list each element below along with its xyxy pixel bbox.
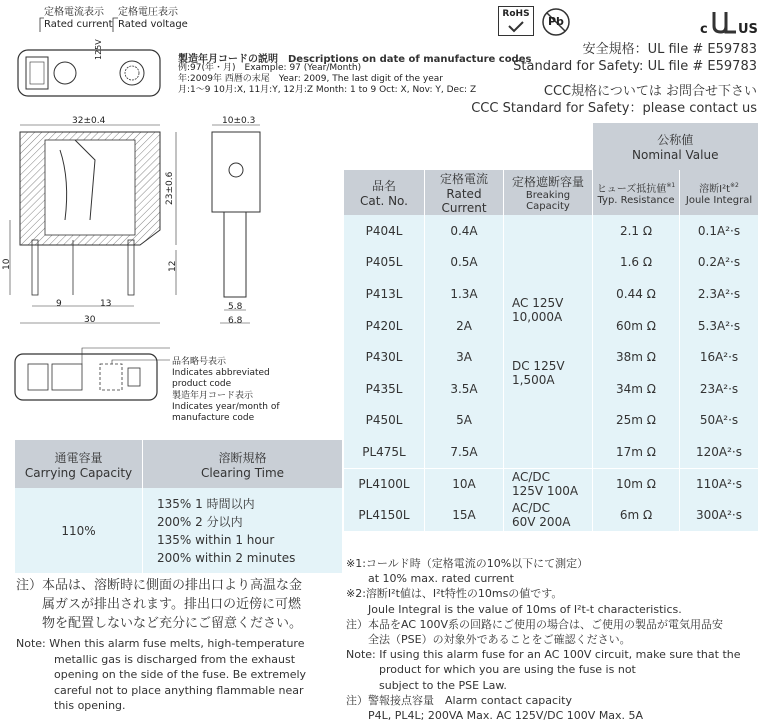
table-row: PL475L 7.5A 17m Ω 120A²·s (344, 436, 758, 468)
ul-mark-logo (700, 8, 758, 40)
rated-voltage-label-en: Rated voltage (118, 19, 188, 30)
pb-text: Pb (548, 15, 564, 28)
dim-6-8: 6.8 (228, 316, 243, 326)
ul-mark-us: US (738, 22, 758, 37)
fuse-bottom-view-drawing (0, 340, 175, 405)
product-code-label-6: manufacture code (172, 413, 255, 423)
table-row: P413L 1.3A AC 125V 10,000A 0.44 Ω 2.3A²·s (344, 278, 758, 310)
product-code-label-5: Indicates year/month of (172, 402, 280, 412)
rated-current-label-jp: 定格電流表示 (44, 7, 104, 18)
table-row: P430L 3A DC 125V 1,500A 38m Ω 16A²·s (344, 341, 758, 373)
table-row: P435L 3.5A 34m Ω 23A²·s (344, 373, 758, 405)
dim-13: 13 (100, 299, 112, 309)
col-rated-current: 定格電流 Rated Current (425, 170, 504, 215)
manufacture-title: 製造年月コードの説明 Descriptions on date of manufacture codes (178, 54, 532, 65)
product-code-label-3: product code (172, 379, 232, 389)
right-notes: ※1:コールド時（定格電流の10%以下にて測定） at 10% max. rated current ※2:溶断I²t値は、I²t特性の10msの値です。 Joule Integral is the value of 10ms of I²t-t characteristics. 注）本品をAC 100V系の回路にご使用の場合は、ご使用の製品が電気用品安 全法（PSE）の対象外であることをご確認ください。 Note: If using this alarm fuse for an AC 100V circuit, make sure that the product for which you are using the fuse is not subject to the PSE Law. 注）警報接点容量 Alarm contact capacity P4L, PL4L; 200VA Max. AC 125V/DC 100V Max. 5A (346, 557, 741, 723)
table-row: P450L 5A 25m Ω 50A²·s (344, 405, 758, 437)
ul-safety-jp: 安全規格：UL file # E59783 (582, 42, 757, 57)
table-row: P404L 0.4A 2.1 Ω 0.1A²·s (344, 215, 758, 247)
col-breaking-capacity: 定格遮断容量 Breaking Capacity (504, 170, 593, 215)
breaking-acdc-100: AC/DC 125V 100A (504, 468, 593, 500)
rohs-text: RoHS (502, 9, 530, 19)
clearing-time-values: 135% 1 時間以内 200% 2 分以内 135% within 1 hour 200% within 2 minutes (143, 488, 343, 573)
col-cat-no: 品名 Cat. No. (344, 170, 425, 215)
ccc-safety-jp: CCC規格については お問合せ下さい (543, 84, 757, 99)
carrying-capacity-table (15, 440, 342, 573)
ccc-safety-en: CCC Standard for Safety：please contact us (471, 101, 757, 116)
dim-5-8: 5.8 (228, 302, 243, 312)
left-note-en: Note: When this alarm fuse melts, high-temperature metallic gas is discharged from the exhaust opening on the side of the fuse. Be extremely careful not to place anything flammable near this opening. (16, 637, 307, 712)
dim-height-12: 12 (168, 260, 178, 272)
col-typ-resistance: ヒューズ抵抗値$^{※1}$ Typ. Resistance (593, 170, 680, 215)
product-code-label-1: 品名略号表示 (172, 357, 227, 367)
dim-9: 9 (56, 299, 62, 309)
table-row: PL4150L 15A AC/DC 60V 200A 6m Ω 300A²·s (344, 500, 758, 531)
product-code-label-2: Indicates abbreviated (172, 368, 270, 378)
rated-current-label-en: Rated current (44, 19, 113, 30)
fuse-section-drawing (0, 110, 290, 335)
ul-mark-c: c (700, 22, 708, 37)
pb-free-logo (540, 6, 572, 38)
breaking-dc: DC 125V 1,500A (504, 341, 593, 404)
left-note-jp: 注）本品は、溶断時に側面の排出口より高温な金 属ガスが排出されます。排出口の近傍に可燃 物を配置しないなど充分にご留意ください。 (16, 578, 303, 631)
fuse-voltage-mark: 125V (94, 39, 103, 60)
ul-safety-en: Standard for Safety: UL file # E59783 (513, 59, 757, 74)
dim-height-10: 10 (2, 258, 12, 270)
dim-height-23: 23±0.6 (165, 171, 175, 205)
manufacture-line-1: 例:97(年・月) Example: 97 (Year/Month) (178, 63, 362, 73)
table-row: P405L 0.5A 1.6 Ω 0.2A²·s (344, 247, 758, 279)
rohs-logo (498, 6, 534, 36)
table-row: PL4100L 10A AC/DC 125V 100A 10m Ω 110A²·s (344, 468, 758, 500)
ul-recognized-icon (710, 8, 738, 36)
breaking-acdc-200: AC/DC 60V 200A (504, 500, 593, 531)
dim-width-32: 32±0.4 (72, 116, 106, 126)
product-code-label-4: 製造年月コード表示 (172, 391, 254, 401)
manufacture-line-3: 月:1～9 10月:X, 11月:Y, 12月:Z Month: 1 to 9 Oct: X, Nov: Y, Dec: Z (178, 85, 477, 95)
nominal-value-table (344, 123, 758, 531)
nominal-header: 公称値 Nominal Value (593, 123, 759, 170)
carrying-capacity-value: 110% (15, 488, 143, 573)
col-carrying-capacity: 通電容量 Carrying Capacity (15, 440, 143, 488)
manufacture-line-2: 年:2009年 西暦の末尾 Year: 2009, The last digit of the year (178, 74, 443, 84)
col-joule-integral: 溶断$I^2t^{※2}$ Joule Integral (680, 170, 759, 215)
fuse-top-view-drawing (0, 0, 170, 110)
checkmark-icon (499, 20, 532, 34)
breaking-ac: AC 125V 10,000A (504, 278, 593, 341)
dim-30: 30 (84, 315, 96, 325)
col-clearing-time: 溶断規格 Clearing Time (143, 440, 343, 488)
dim-width-10: 10±0.3 (222, 116, 256, 126)
rated-voltage-label-jp: 定格電圧表示 (118, 7, 178, 18)
table-row: P420L 2A 60m Ω 5.3A²·s (344, 310, 758, 342)
